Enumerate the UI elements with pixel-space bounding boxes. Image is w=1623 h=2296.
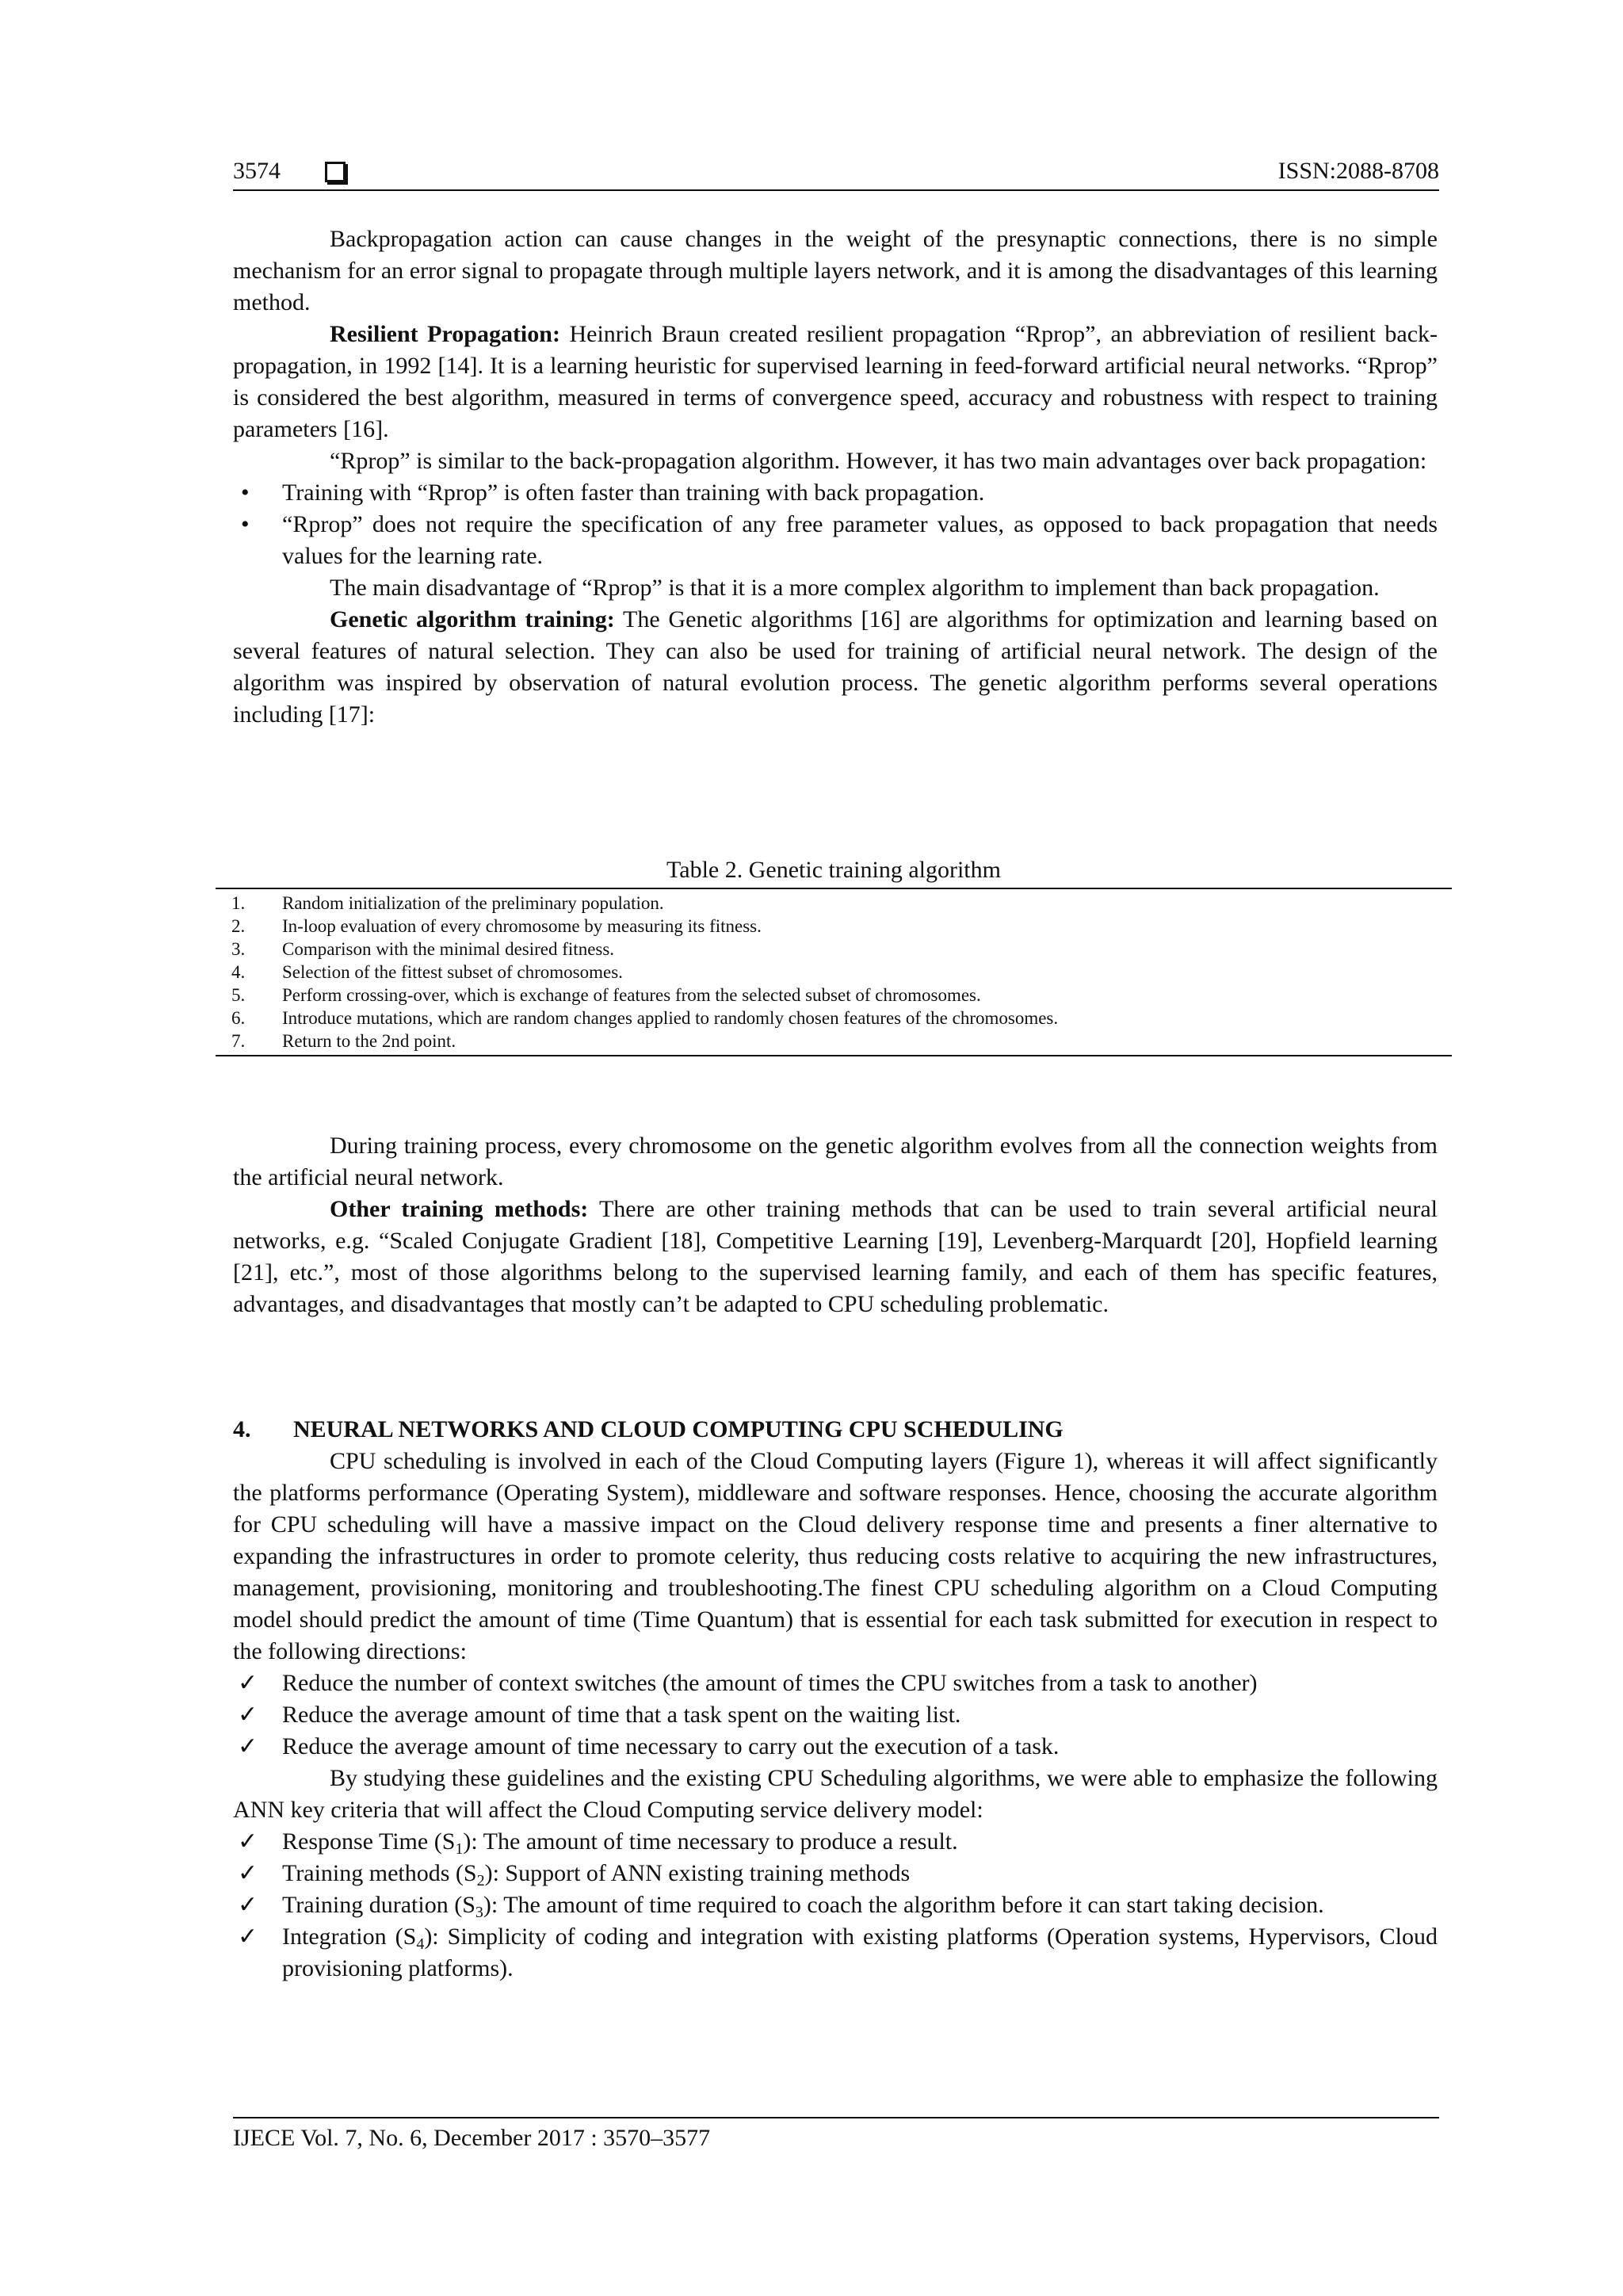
paragraph-training-process: During training process, every chromosome on the genetic algorithm evolves from all the connection weights from the artificial neural network. [233, 1133, 1438, 1190]
rprop-advantages-list [233, 477, 1438, 572]
list-item: ✓ Response Time $(S_1)$: The amount of time necessary to produce a result. [233, 1826, 1438, 1858]
header-square-icon [325, 162, 346, 182]
page-header [233, 155, 1439, 187]
list-item: ✓ Training duration $(S_3)$: The amount of time required to coach the algorithm before it can start taking decision. [233, 1889, 1438, 1921]
checkmark-icon: ✓ [238, 1892, 258, 1918]
table-caption: Table 2. Genetic training algorithm [666, 857, 1001, 883]
lead-resilient-propagation: Resilient Propagation: [330, 321, 560, 347]
table-row: 6. Introduce mutations, which are random changes applied to randomly chosen features of the chromosomes. [231, 1008, 1059, 1028]
paragraph-other-training-methods: Other training methods: There are other training methods that can be used to train several artificial neural networks, e.g. “Scaled Conjugate Gradient [18], Competitive Learning [19], Levenberg-Marquardt [20], Hopfield learning [21], etc.”, most of those algorithms belong to the supervised learning family, and each of them has specific features, advantages, and disadvantages that mostly can’t be adapted to CPU scheduling problematic. [233, 1196, 1438, 1317]
paragraph-cpu-scheduling: CPU scheduling is involved in each of the Cloud Computing layers (Figure 1), whereas it will affect significantly the platforms performance (Operating System), middleware and software responses. Hence, choosing the accurate algorithm for CPU scheduling will have a massive impact on the Cloud delivery response time and presents a finer alternative to expanding the infrastructures in order to promote celerity, thus reducing costs relative to acquiring the new infrastructures, management, provisioning, monitoring and troubleshooting.The finest CPU scheduling algorithm on a Cloud Computing model should predict the amount of time (Time Quantum) that is essential for each task submitted for execution in respect to the following directions: [233, 1448, 1438, 1664]
list-item: ✓ Integration $(S_4)$: Simplicity of coding and integration with existing platforms (Operation systems, Hypervisors, Cloud provisioning platforms). [233, 1921, 1438, 1985]
checkmark-icon: ✓ [238, 1860, 258, 1886]
checkmark-icon: ✓ [238, 1670, 258, 1696]
paragraph-rprop-disadvantage: The main disadvantage of “Rprop” is that it is a more complex algorithm to implement than back propagation. [330, 575, 1380, 601]
table-row: 2. In-loop evaluation of every chromosome by measuring its fitness. [231, 916, 762, 936]
list-item: • Training with “Rprop” is often faster than training with back propagation. [233, 477, 1438, 509]
paragraph-rprop-advantages: “Rprop” is similar to the back-propagation algorithm. However, it has two main advantages over back propagation: [330, 448, 1427, 474]
issn: ISSN:2088-8708 [1277, 158, 1439, 184]
list-item: ✓ Reduce the number of context switches (the amount of times the CPU switches from a task to another) [233, 1668, 1438, 1699]
header-rule [233, 189, 1439, 191]
list-item: ✓ Training methods $(S_2)$: Support of ANN existing training methods [233, 1858, 1438, 1889]
lead-genetic-algorithm: Genetic algorithm training: [330, 606, 615, 632]
ann-criteria-list [233, 1826, 1438, 1985]
table-row: 5. Perform crossing-over, which is exchange of features from the selected subset of chromosomes. [231, 985, 981, 1005]
paragraph-resilient-propagation: Resilient Propagation: Heinrich Braun created resilient propagation “Rprop”, an abbreviation of resilient back-propagation, in 1992 [14]. It is a learning heuristic for supervised learning in feed-forward artificial neural networks. “Rprop” is considered the best algorithm, measured in terms of convergence speed, accuracy and robustness with respect to training parameters [16]. [233, 321, 1438, 442]
paragraph-ann-criteria: By studying these guidelines and the existing CPU Scheduling algorithms, we were able to emphasize the following ANN key criteria that will affect the Cloud Computing service delivery model: [233, 1765, 1438, 1823]
section-heading: 4. NEURAL NETWORKS AND CLOUD COMPUTING CPU SCHEDULING [233, 1416, 1064, 1442]
text-block-middle [233, 1130, 1438, 1320]
page-number: 3574 [233, 158, 281, 184]
genetic-training-table [216, 888, 1452, 1056]
bullet-icon: • [241, 511, 250, 537]
checkmark-icon: ✓ [238, 1828, 258, 1855]
checkmark-icon: ✓ [238, 1924, 258, 1950]
bullet-icon: • [241, 479, 250, 506]
checkmark-icon: ✓ [238, 1733, 258, 1759]
scheduling-directions-list [233, 1668, 1438, 1763]
paragraph-genetic-algorithm: Genetic algorithm training: The Genetic algorithms [16] are algorithms for optimization and learning based on several features of natural selection. They can also be used for training of artificial neural network. The design of the algorithm was inspired by observation of natural evolution process. The genetic algorithm performs several operations including [17]: [233, 606, 1438, 728]
checkmark-icon: ✓ [238, 1702, 258, 1728]
paragraph-backpropagation: Backpropagation action can cause changes in the weight of the presynaptic connections, there is no simple mechanism for an error signal to propagate through multiple layers network, and it is among the disadvantages of this learning method. [233, 226, 1438, 315]
list-item: • “Rprop” does not require the specification of any free parameter values, as opposed to back propagation that needs values for the learning rate. [233, 509, 1438, 572]
list-item: ✓ Reduce the average amount of time necessary to carry out the execution of a task. [233, 1731, 1438, 1763]
text-block-section-4 [233, 1446, 1438, 1985]
footer-rule [233, 2117, 1439, 2118]
lead-other-training-methods: Other training methods: [330, 1196, 589, 1222]
table-row: 1. Random initialization of the preliminary population. [231, 893, 664, 913]
table-row: 4. Selection of the fittest subset of chromosomes. [231, 962, 623, 982]
table-row: 3. Comparison with the minimal desired fitness. [231, 939, 615, 959]
page-footer: IJECE Vol. 7, No. 6, December 2017 : 3570–3577 [233, 2125, 711, 2151]
table-row: 7. Return to the 2nd point. [231, 1031, 456, 1051]
text-block-top [233, 223, 1438, 731]
list-item: ✓ Reduce the average amount of time that a task spent on the waiting list. [233, 1699, 1438, 1731]
